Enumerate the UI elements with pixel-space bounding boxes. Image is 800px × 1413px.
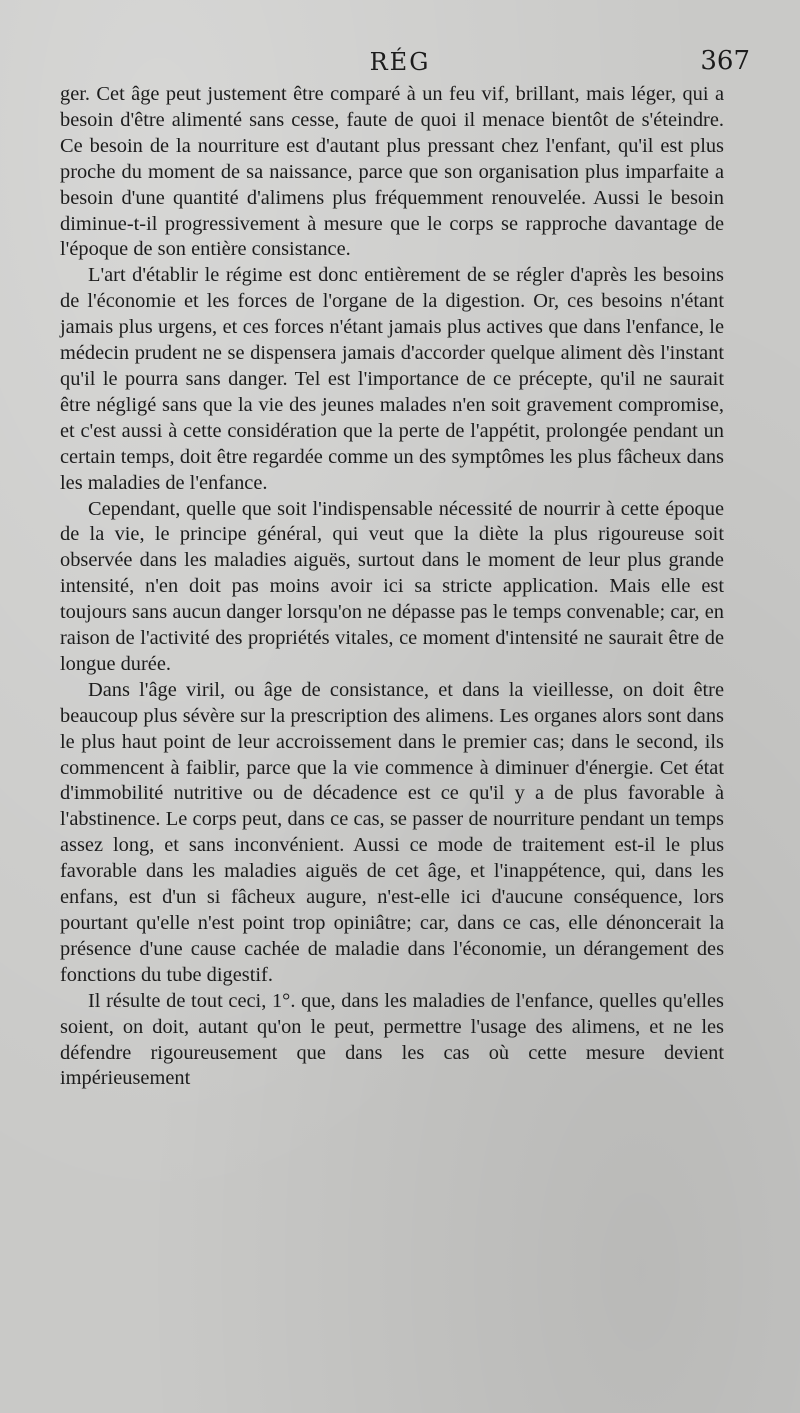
paragraph-3: Cependant, quelle que soit l'indispensable nécessité de nourrir à cette époque de la vie, le principe général, qui veut que la diète la plus rigoureuse soit observée dans les maladies aiguës, surtout dans le moment de leur plus grande intensité, n'en doit pas moins avoir ici sa stricte application. Mais elle est toujours sans aucun danger lorsqu'on ne dépasse pas le temps convenable; car, en raison de l'activité des propriétés vitales, ce moment d'intensité ne saurait être de longue durée.: [60, 497, 724, 675]
paragraph-4: Dans l'âge viril, ou âge de consistance, et dans la vieillesse, on doit être beaucoup plus sévère sur la prescription des alimens. Les organes alors sont dans le plus haut point de leur accroissement dans le premier cas; dans le second, ils commencent à faiblir, parce que la vie commence à diminuer d'énergie. Cet état d'immobilité nutritive ou de décadence est ce qu'il y a de plus favorable à l'abstinence. Le corps peut, dans ce cas, se passer de nourriture pendant un temps assez long, et sans inconvénient. Aussi ce mode de traitement est-il le plus favorable dans les maladies aiguës de cet âge, et l'inappétence, qui, dans les enfans, est d'un si fâcheux augure, n'est-elle ici d'aucune conséquence, lors pourtant qu'elle n'est point trop opiniâtre; car, dans ce cas, elle dénoncerait la présence d'une cause cachée de maladie dans l'économie, un dérangement des fonctions du tube digestif.: [60, 678, 724, 986]
page-header: [60, 44, 750, 84]
paragraph-1: ger. Cet âge peut justement être comparé à un feu vif, brillant, mais léger, qui a besoin d'être alimenté sans cesse, faute de quoi il menace bientôt de s'éteindre. Ce besoin de la nourriture est d'autant plus pressant chez l'enfant, qu'il est plus proche du moment de sa naissance, parce que son organisation plus imparfaite a besoin d'une quantité d'alimens plus fréquemment renouvelée. Aussi le besoin diminue-t-il progressivement à mesure que le corps se rapproche davantage de l'époque de son entière consistance.: [60, 83, 724, 261]
page-number: 367: [700, 46, 750, 76]
body-text: [60, 82, 724, 1092]
paragraph-2: L'art d'établir le régime est donc entièrement de se régler d'après les besoins de l'économie et les forces de l'organe de la digestion. Or, ces besoins n'étant jamais plus urgens, et ces forces n'étant jamais plus actives que dans l'enfance, le médecin prudent ne se dispensera jamais d'accorder quelque aliment dès l'instant qu'il le pourra sans danger. Tel est l'importance de ce précepte, qu'il ne saurait être négligé sans que la vie des jeunes malades n'en soit gravement compromise, et c'est aussi à cette considération que la perte de l'appétit, prolongée pendant un certain temps, doit être regardée comme un des symptômes les plus fâcheux dans les maladies de l'enfance.: [60, 264, 724, 494]
paragraph-5: Il résulte de tout ceci, 1°. que, dans les maladies de l'enfance, quelles qu'elles soient, on doit, autant qu'on le peut, permettre l'usage des alimens, et ne les défendre rigoureusement que dans les cas où cette mesure devient impérieusement: [60, 989, 724, 1090]
running-head: RÉG: [369, 48, 431, 76]
